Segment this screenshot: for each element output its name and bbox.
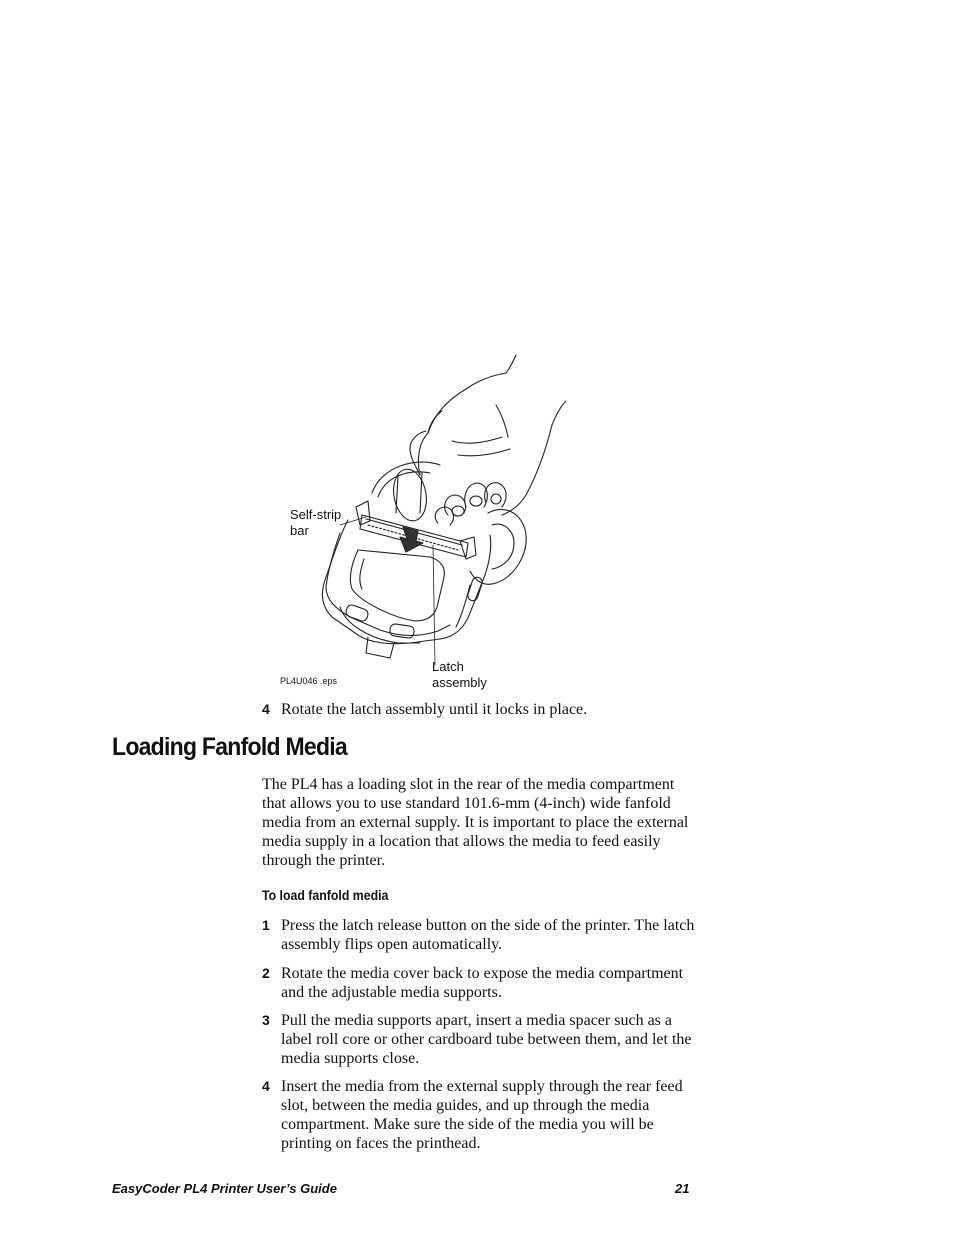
intro-paragraph: The PL4 has a loading slot in the rear of the media compartment that allows you to use standard 101.6-mm (4-inch) wide fanfold media from an external supply. It is important to place the external media supply in a location that allows the media to feed easily through the printer. bbox=[262, 776, 689, 869]
procedure-title: To load fanfold media bbox=[262, 887, 389, 903]
latch-label-line-2: assembly bbox=[432, 675, 487, 690]
self-strip-bar-label bbox=[290, 507, 341, 539]
step-text: Press the latch release button on the side of the printer. The latch assembly flips open automatically. bbox=[281, 917, 695, 953]
latch-assembly-label bbox=[432, 659, 487, 691]
latch-label-line-1: Latch bbox=[432, 659, 464, 674]
step-text: Rotate the latch assembly until it locks in place. bbox=[281, 701, 588, 718]
step-number: 4 bbox=[262, 1078, 270, 1094]
step-text: Insert the media from the external supply through the rear feed slot, between the media guides, and up through the media compartment. Make sure the side of the media you will be printing on faces the printhead. bbox=[281, 1078, 683, 1152]
step-1 bbox=[262, 916, 702, 954]
section-title: Loading Fanfold Media bbox=[112, 733, 347, 761]
figure-filename: PL4U046 .eps bbox=[280, 676, 338, 686]
step-number: 1 bbox=[262, 917, 270, 933]
footer-title: EasyCoder PL4 Printer User’s Guide bbox=[112, 1181, 337, 1196]
step-3 bbox=[262, 1011, 702, 1068]
step-4 bbox=[262, 1077, 702, 1153]
page-number: 21 bbox=[675, 1181, 690, 1196]
step-2 bbox=[262, 964, 702, 1002]
step-rotate-latch bbox=[262, 700, 702, 719]
self-strip-label-line-2: bar bbox=[290, 523, 309, 538]
self-strip-label-line-1: Self-strip bbox=[290, 507, 342, 522]
step-number: 2 bbox=[262, 965, 270, 981]
step-number: 4 bbox=[262, 701, 270, 717]
step-text: Pull the media supports apart, insert a media spacer such as a label roll core or other cardboard tube between them, and let the media supports close. bbox=[281, 1012, 692, 1067]
step-text: Rotate the media cover back to expose the media compartment and the adjustable media supports. bbox=[281, 965, 684, 1001]
printer-figure bbox=[270, 345, 600, 695]
step-number: 3 bbox=[262, 1012, 270, 1028]
